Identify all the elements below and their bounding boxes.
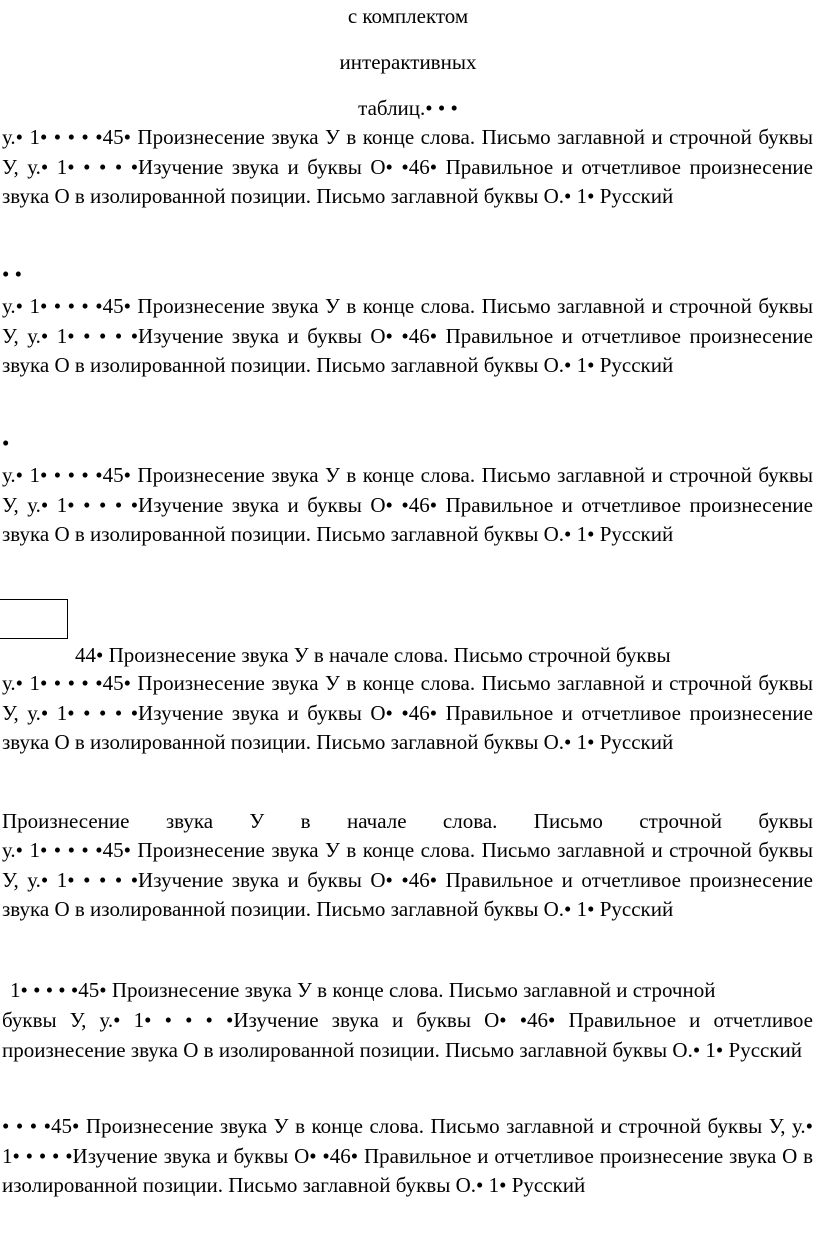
paragraph-7: • • • •45• Произнесение звука У в конце слова. Письмо заглавной и строчной буквы У, у.• 1• • • • •Изучение звука и буквы О• •46• Правильное и отчетливое произнесение звука О в изолированной позиции. Письмо заглавной буквы О.• 1• Русский [2, 1114, 813, 1197]
separator-1: • • [2, 262, 22, 286]
paragraph-1: у.• 1• • • • •45• Произнесение звука У в конце слова. Письмо заглавной и строчной буквы У, у.• 1• • • • •Изучение звука и буквы О• •46• Правильное и отчетливое произнесение звука О в изолированной позиции. Письмо заглавной буквы О.• 1• Русский [2, 125, 813, 208]
line-start-text: Произнесение звука У в начале слова. Письмо строчной буквы [2, 809, 813, 833]
header-line-2: интерактивных [339, 50, 477, 74]
paragraph-6-first-line: 1• • • • •45• Произнесение звука У в конце слова. Письмо заглавной и строчной [10, 978, 716, 1002]
separator-2: • [2, 431, 10, 455]
paragraph-2: у.• 1• • • • •45• Произнесение звука У в конце слова. Письмо заглавной и строчной буквы У, у.• 1• • • • •Изучение звука и буквы О• •46• Правильное и отчетливое произнесение звука О в изолированной позиции. Письмо заглавной буквы О.• 1• Русский [2, 294, 813, 377]
header-line-1: с комплектом [347, 4, 469, 28]
empty-box [0, 599, 68, 639]
paragraph-6-rest: буквы У, у.• 1• • • • •Изучение звука и буквы О• •46• Правильное и отчетливое произнесение звука О в изолированной позиции. Письмо заглавной буквы О.• 1• Русский [2, 1008, 813, 1062]
line-44: 44• Произнесение звука У в начале слова. Письмо строчной буквы [75, 643, 671, 667]
paragraph-5: у.• 1• • • • •45• Произнесение звука У в конце слова. Письмо заглавной и строчной буквы У, у.• 1• • • • •Изучение звука и буквы О• •46• Правильное и отчетливое произнесение звука О в изолированной позиции. Письмо заглавной буквы О.• 1• Русский [2, 838, 813, 921]
paragraph-3: у.• 1• • • • •45• Произнесение звука У в конце слова. Письмо заглавной и строчной буквы У, у.• 1• • • • •Изучение звука и буквы О• •46• Правильное и отчетливое произнесение звука О в изолированной позиции. Письмо заглавной буквы О.• 1• Русский [2, 463, 813, 546]
line-start [2, 809, 813, 833]
paragraph-4: у.• 1• • • • •45• Произнесение звука У в конце слова. Письмо заглавной и строчной буквы У, у.• 1• • • • •Изучение звука и буквы О• •46• Правильное и отчетливое произнесение звука О в изолированной позиции. Письмо заглавной буквы О.• 1• Русский [2, 671, 813, 754]
header-line-3: таблиц.• • • [358, 96, 458, 120]
